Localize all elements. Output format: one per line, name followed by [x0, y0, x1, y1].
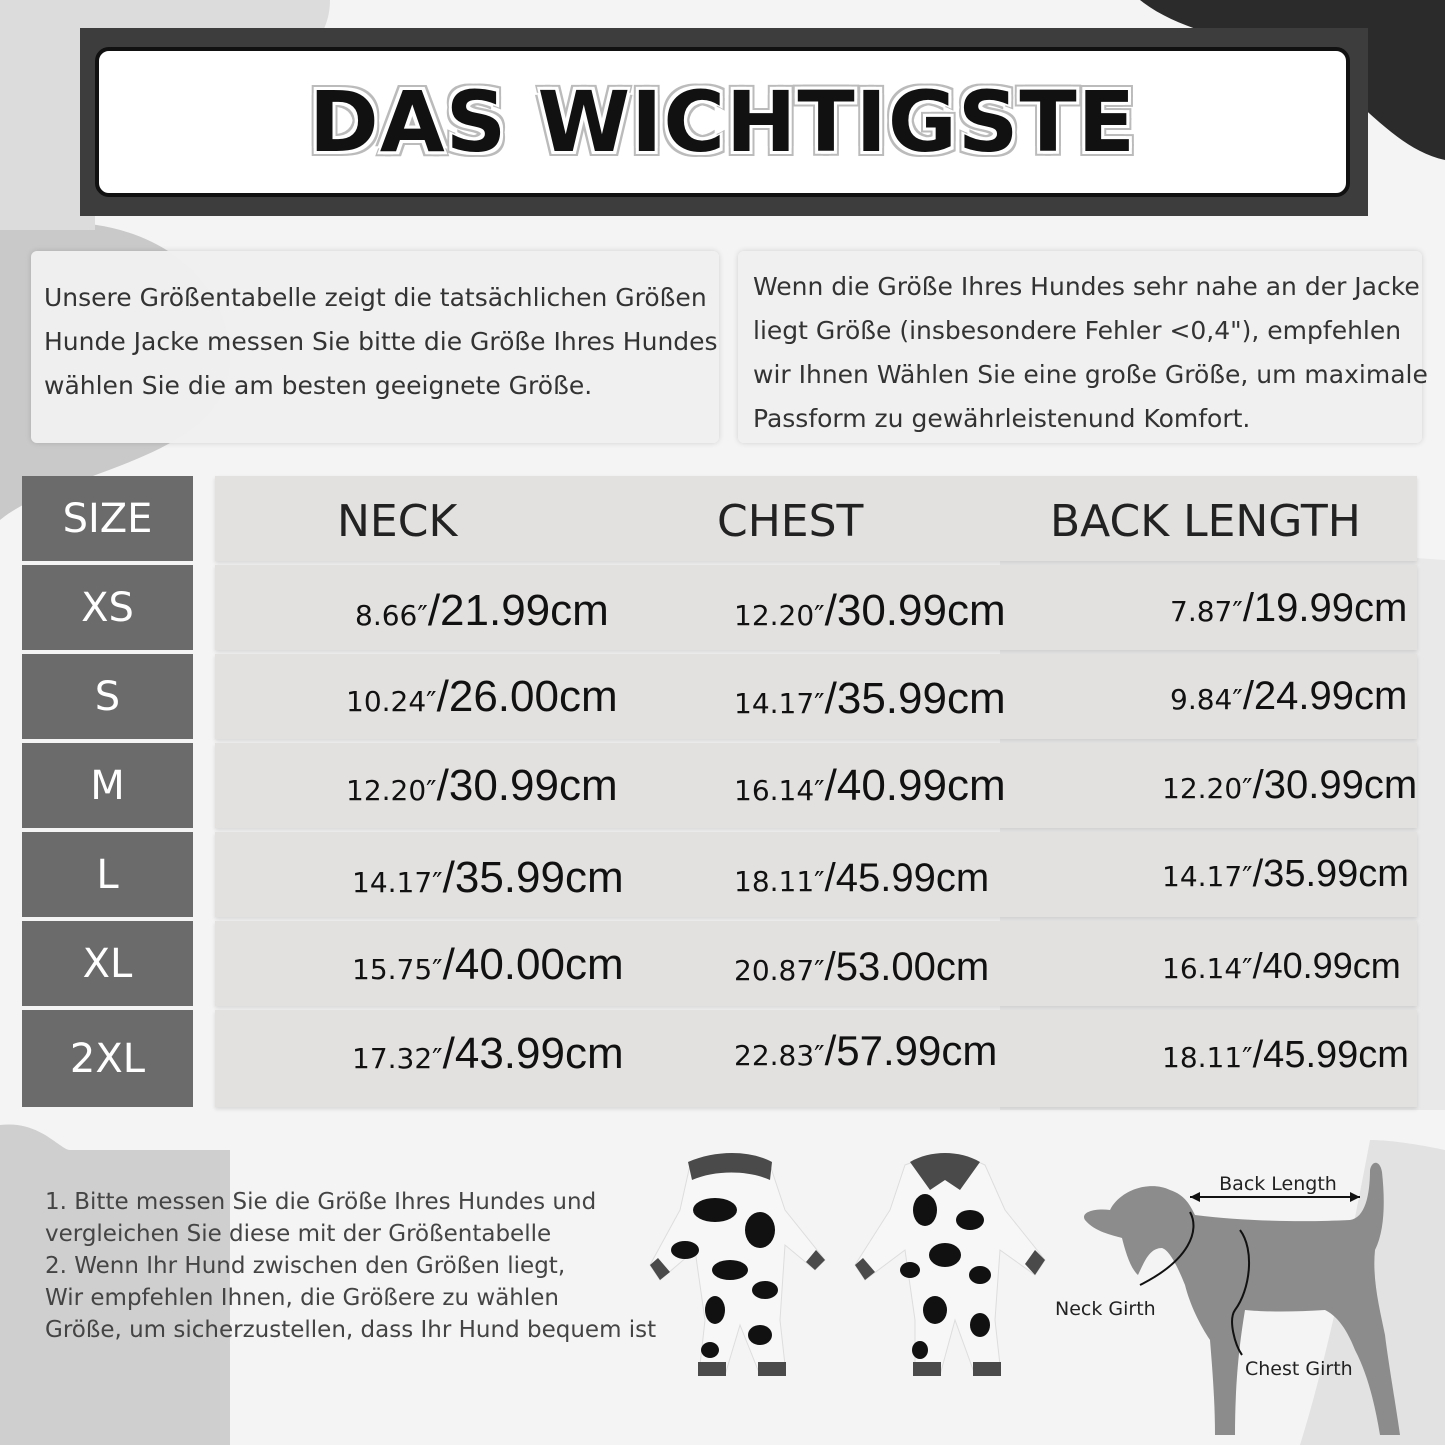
- chest-value: 18.11″/45.99cm: [734, 856, 990, 900]
- neck-value: 8.66″/21.99cm: [355, 586, 609, 635]
- size-label: M: [90, 762, 125, 809]
- info-right-line: wir Ihnen Wählen Sie eine große Größe, um maximale: [753, 360, 1428, 389]
- back-length-value: 16.14″/40.99cm: [1162, 945, 1401, 986]
- dog-measurement-diagram: [1050, 1150, 1440, 1440]
- chest-value: 14.17″/35.99cm: [734, 674, 1006, 723]
- back-length-value: 12.20″/30.99cm: [1162, 763, 1418, 807]
- instruction-line: vergleichen Sie diese mit der Größentabelle: [45, 1221, 552, 1247]
- info-right-line: liegt Größe (insbesondere Fehler <0,4"), empfehlen: [753, 316, 1402, 345]
- size-label-cell: [22, 1010, 193, 1107]
- info-right-line: Passform zu gewährleistenund Komfort.: [753, 404, 1251, 433]
- info-left-line: Hunde Jacke messen Sie bitte die Größe Ihres Hundes: [44, 327, 718, 356]
- back-length-value: 14.17″/35.99cm: [1162, 853, 1409, 895]
- info-panel-right: [738, 251, 1428, 443]
- size-label: XS: [81, 584, 134, 631]
- size-header: [22, 476, 193, 561]
- instruction-line: 1. Bitte messen Sie die Größe Ihres Hundes und: [45, 1189, 597, 1215]
- instruction-line: Größe, um sicherzustellen, dass Ihr Hund bequem ist: [45, 1317, 657, 1343]
- chest-girth-label: Chest Girth: [1245, 1358, 1353, 1380]
- info-panel-left: [31, 251, 719, 443]
- garment-back-view: [650, 1153, 825, 1376]
- neck-value: 15.75″/40.00cm: [352, 940, 624, 989]
- size-label: 2XL: [69, 1035, 146, 1082]
- neck-girth-label: Neck Girth: [1055, 1298, 1156, 1320]
- size-label-cell: [22, 743, 193, 828]
- size-header-label: SIZE: [62, 495, 153, 542]
- instruction-line: 2. Wenn Ihr Hund zwischen den Größen liegt,: [45, 1253, 566, 1279]
- chest-value: 20.87″/53.00cm: [734, 945, 990, 989]
- size-label-cell: [22, 921, 193, 1006]
- title-box: [95, 47, 1350, 197]
- back-length-value: 9.84″/24.99cm: [1170, 674, 1408, 718]
- info-right-line: Wenn die Größe Ihres Hundes sehr nahe an der Jacke: [753, 272, 1420, 301]
- chest-value: 22.83″/57.99cm: [734, 1027, 998, 1074]
- neck-value: 14.17″/35.99cm: [352, 853, 624, 902]
- chest-header: CHEST: [717, 496, 864, 547]
- instructions: [45, 1186, 656, 1346]
- back-length-value: 7.87″/19.99cm: [1170, 586, 1408, 630]
- back-length-header: BACK LENGTH: [1050, 496, 1361, 547]
- garment-front-view: [855, 1153, 1045, 1376]
- neck-value: 10.24″/26.00cm: [346, 672, 618, 721]
- page-title: DAS WICHTIGSTE: [308, 73, 1136, 171]
- size-label-cell: [22, 832, 193, 917]
- size-label: S: [94, 673, 121, 720]
- neck-header: NECK: [337, 496, 458, 547]
- size-label: XL: [82, 940, 133, 987]
- size-label-cell: [22, 565, 193, 650]
- chest-value: 16.14″/40.99cm: [734, 761, 1006, 810]
- chest-value: 12.20″/30.99cm: [734, 586, 1006, 635]
- instruction-line: Wir empfehlen Ihnen, die Größere zu wählen: [45, 1285, 559, 1311]
- back-length-label: Back Length: [1219, 1173, 1337, 1195]
- size-label: L: [96, 851, 119, 898]
- neck-value: 12.20″/30.99cm: [346, 761, 618, 810]
- product-garments-image: [620, 1150, 1050, 1390]
- info-left-line: Unsere Größentabelle zeigt die tatsächlichen Größen: [44, 283, 707, 312]
- size-label-cell: [22, 654, 193, 739]
- neck-value: 17.32″/43.99cm: [352, 1029, 624, 1078]
- info-left-line: wählen Sie die am besten geeignete Größe.: [44, 371, 593, 400]
- back-length-value: 18.11″/45.99cm: [1162, 1034, 1409, 1076]
